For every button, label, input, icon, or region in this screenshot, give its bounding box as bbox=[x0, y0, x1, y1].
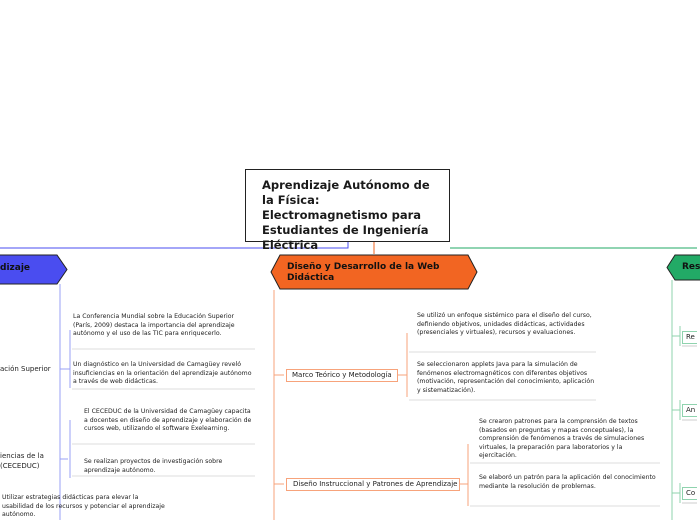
center-topic-1-note-1: Se utilizó un enfoque sistémico para el diseño del curso, definiendo objetivos, unidades didácticas, actividades (presenciales y virtuales), recursos y evaluaciones. bbox=[417, 312, 592, 337]
left-topic-2-note-1: El CECEDUC de la Universidad de Camagüey capacita a docentes en diseño de aprendizaje y elaboración de cursos web, utilizando el software Exelearning. bbox=[84, 408, 252, 433]
center-branch-node[interactable] bbox=[270, 254, 478, 290]
right-topic-2[interactable] bbox=[682, 404, 697, 417]
right-topic-1[interactable] bbox=[682, 331, 697, 344]
left-topic-2[interactable] bbox=[0, 451, 66, 471]
center-topic-2-note-2: Se elaboró un patrón para la aplicación del conocimiento mediante la resolución de problemas. bbox=[479, 474, 656, 490]
center-topic-2[interactable] bbox=[286, 478, 460, 491]
right-branch-label: Res bbox=[682, 262, 700, 272]
center-topic-1-note-2: Se seleccionaron applets Java para la simulación de fenómenos electromagnéticos con diferentes objetivos (motivación, representación del conocimiento, aplicación y sistematización). bbox=[417, 361, 595, 394]
root-title: Aprendizaje Autónomo de la Física: Electromagnetismo para Estudiantes de Ingeniería Eléctrica bbox=[262, 178, 430, 252]
left-topic-2-note-2: Se realizan proyectos de investigación sobre aprendizaje autónomo. bbox=[84, 458, 223, 474]
left-topic-1-note-2: Un diagnóstico en la Universidad de Camagüey reveló insuficiencias en la orientación del aprendizaje autónomo a través de web didácticas. bbox=[73, 361, 252, 386]
center-topic-1-label: Marco Teórico y Metodología bbox=[292, 371, 392, 379]
right-branch-node[interactable] bbox=[666, 254, 700, 281]
right-topic-3[interactable] bbox=[682, 487, 697, 500]
left-topic-1[interactable] bbox=[0, 364, 60, 374]
left-topic-2-label-line1: iencias de la bbox=[0, 452, 44, 460]
left-bottom-note: Utilizar estrategias didácticas para elevar la usabilidad de los recursos y potenciar el aprendizaje autónomo. bbox=[2, 494, 165, 519]
left-branch-node[interactable] bbox=[0, 254, 68, 285]
left-topic-1-note-1: La Conferencia Mundial sobre la Educación Superior (París, 2009) destaca la importancia del aprendizaje autónomo y el uso de las TIC para enriquecerlo. bbox=[73, 313, 235, 338]
center-topic-2-label: Diseño Instruccional y Patrones de Aprendizaje bbox=[293, 480, 458, 488]
center-topic-1[interactable] bbox=[286, 369, 398, 382]
right-topic-3-label: Co bbox=[686, 489, 696, 497]
root-topic[interactable] bbox=[245, 169, 450, 252]
center-topic-2-note-1: Se crearon patrones para la comprensión de textos (basados en preguntas y mapas conceptuales), la comprensión de fenómenos a través de simulaciones virtuales, la preparación para laboratorios y la ejercitación. bbox=[479, 418, 645, 460]
left-topic-2-label-line2: (CECEDUC) bbox=[0, 462, 40, 470]
left-topic-1-label: ación Superior bbox=[0, 365, 51, 373]
right-topic-1-label: Re bbox=[686, 333, 695, 341]
right-topic-2-label: An bbox=[686, 406, 696, 414]
left-branch-label: dizaje bbox=[0, 263, 31, 273]
center-branch-label: Diseño y Desarrollo de la Web Didáctica bbox=[287, 262, 440, 283]
